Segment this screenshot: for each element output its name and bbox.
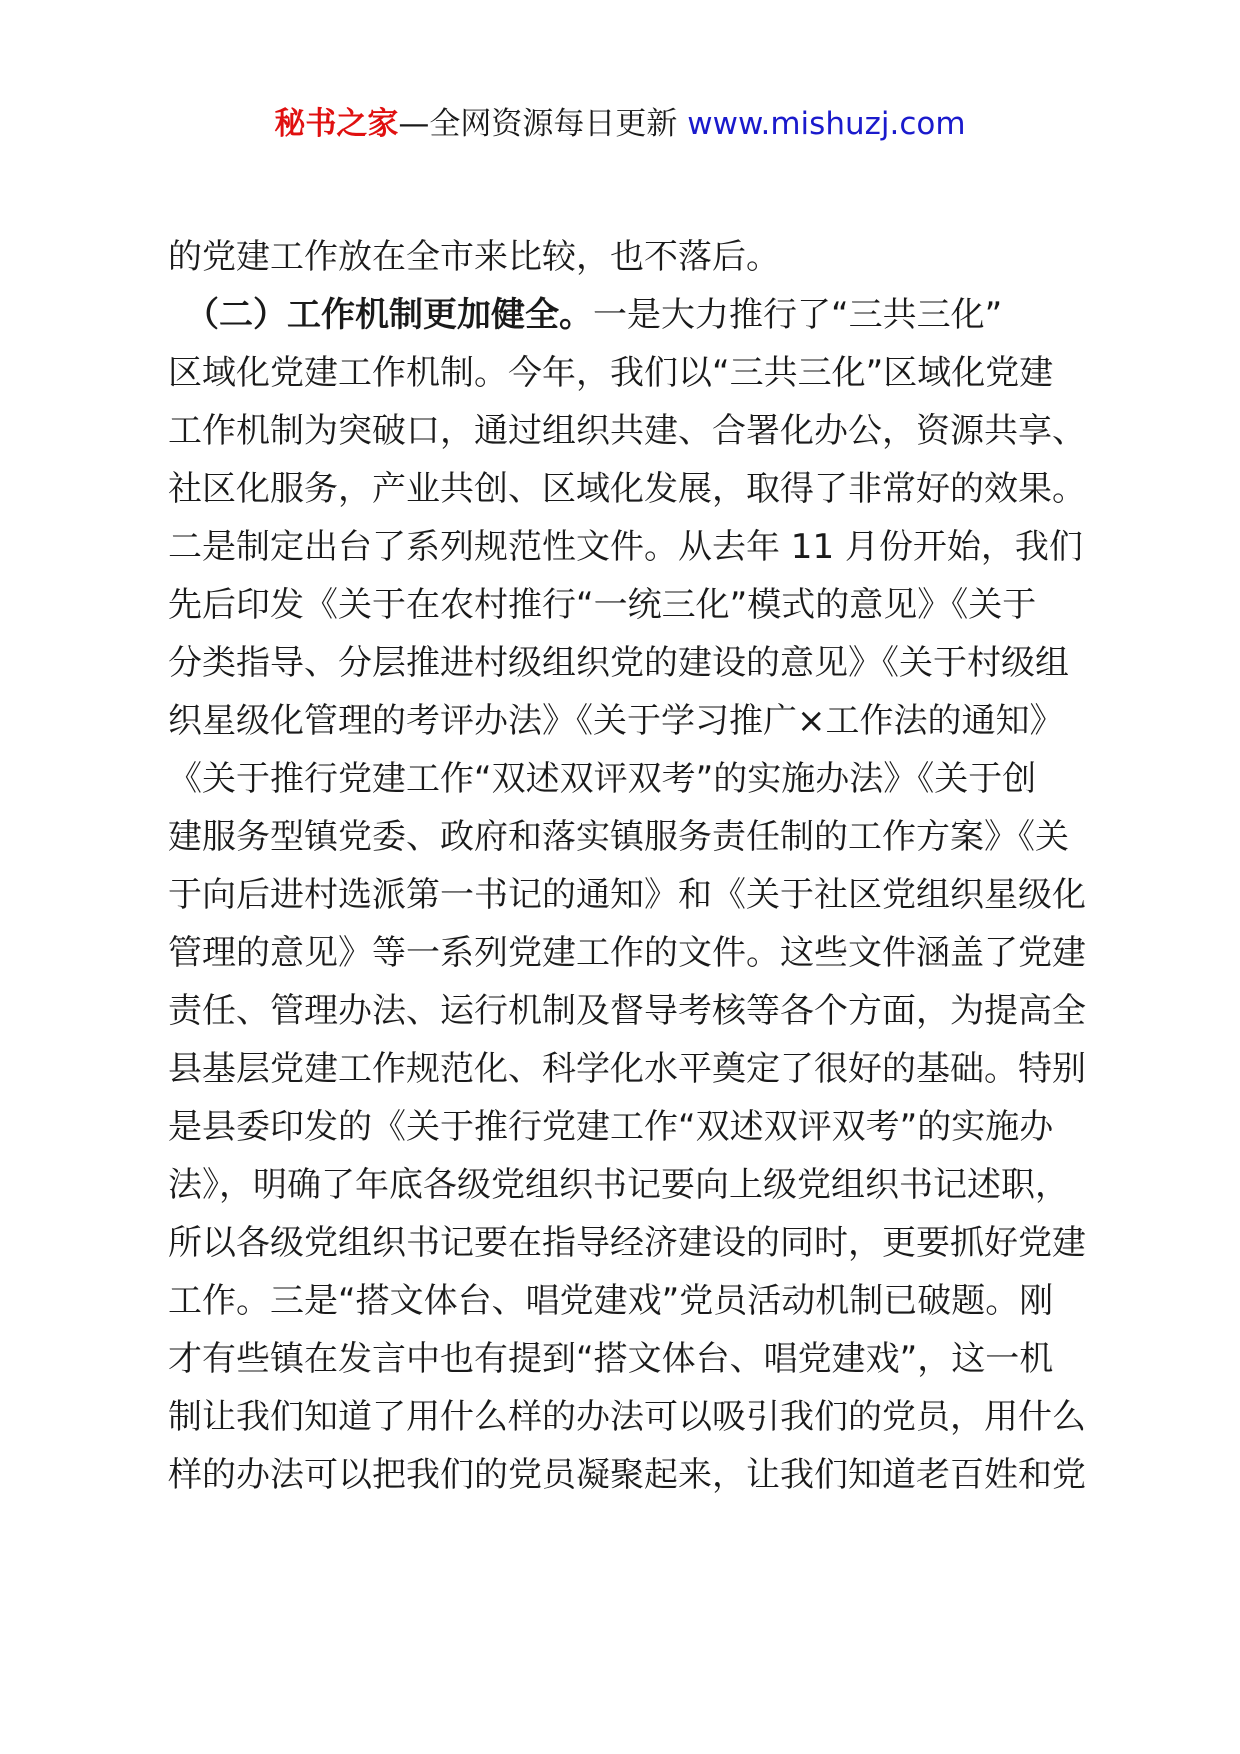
- text-line: 责任、管理办法、运行机制及督导考核等各个方面，为提高全: [168, 991, 1086, 1031]
- brand-name: 秘书之家: [274, 106, 399, 142]
- paragraph-indent: [168, 295, 202, 335]
- text-line: 是县委印发的《关于推行党建工作“双述双评双考”的实施办: [168, 1107, 1054, 1147]
- text-line: 先后印发《关于在农村推行“一统三化”模式的意见》《关于: [168, 585, 1037, 625]
- header-tagline: —全网资源每日更新: [398, 106, 688, 142]
- text-line: 社区化服务，产业共创、区域化发展，取得了非常好的效果。: [168, 469, 1086, 509]
- text-run: 一是大力推行了“三共三化”: [593, 295, 1003, 335]
- text-line: 区域化党建工作机制。今年，我们以“三共三化”区域化党建: [168, 353, 1054, 393]
- text-line: 建服务型镇党委、政府和落实镇服务责任制的工作方案》《关: [168, 817, 1069, 857]
- text-line: 二是制定出台了系列规范性文件。从去年 11 月份开始，我们: [168, 527, 1083, 567]
- text-line: 制让我们知道了用什么样的办法可以吸引我们的党员，用什么: [168, 1397, 1086, 1437]
- text-line: 样的办法可以把我们的党员凝聚起来，让我们知道老百姓和党: [168, 1455, 1086, 1495]
- text-line: 织星级化管理的考评办法》《关于学习推广×工作法的通知》: [168, 701, 1064, 741]
- text-line: 于向后进村选派第一书记的通知》和《关于社区党组织星级化: [168, 875, 1086, 915]
- text-line: 才有些镇在发言中也有提到“搭文体台、唱党建戏”，这一机: [168, 1339, 1054, 1379]
- text-line: 工作。三是“搭文体台、唱党建戏”党员活动机制已破题。刚: [168, 1281, 1054, 1321]
- text-line: 县基层党建工作规范化、科学化水平奠定了很好的基础。特别: [168, 1049, 1086, 1089]
- text-line: 的党建工作放在全市来比较，也不落后。: [168, 237, 780, 277]
- text-line: 所以各级党组织书记要在指导经济建设的同时，更要抓好党建: [168, 1223, 1086, 1263]
- text-line: 管理的意见》等一系列党建工作的文件。这些文件涵盖了党建: [168, 933, 1086, 973]
- text-line: 法》，明确了年底各级党组织书记要向上级党组织书记述职，: [168, 1165, 1069, 1205]
- website-link[interactable]: www.mishuzj.com: [687, 106, 966, 142]
- page-header: [0, 98, 1240, 150]
- text-line: 《关于推行党建工作“双述双评双考”的实施办法》《关于创: [168, 759, 1037, 799]
- text-line: 分类指导、分层推进村级组织党的建设的意见》《关于村级组: [168, 643, 1069, 683]
- body-paragraphs: [168, 228, 1088, 1504]
- text-line: 工作机制为突破口，通过组织共建、合署化办公，资源共享、: [168, 411, 1086, 451]
- text-line: [168, 286, 1088, 344]
- section-heading: （二）工作机制更加健全。: [202, 295, 593, 335]
